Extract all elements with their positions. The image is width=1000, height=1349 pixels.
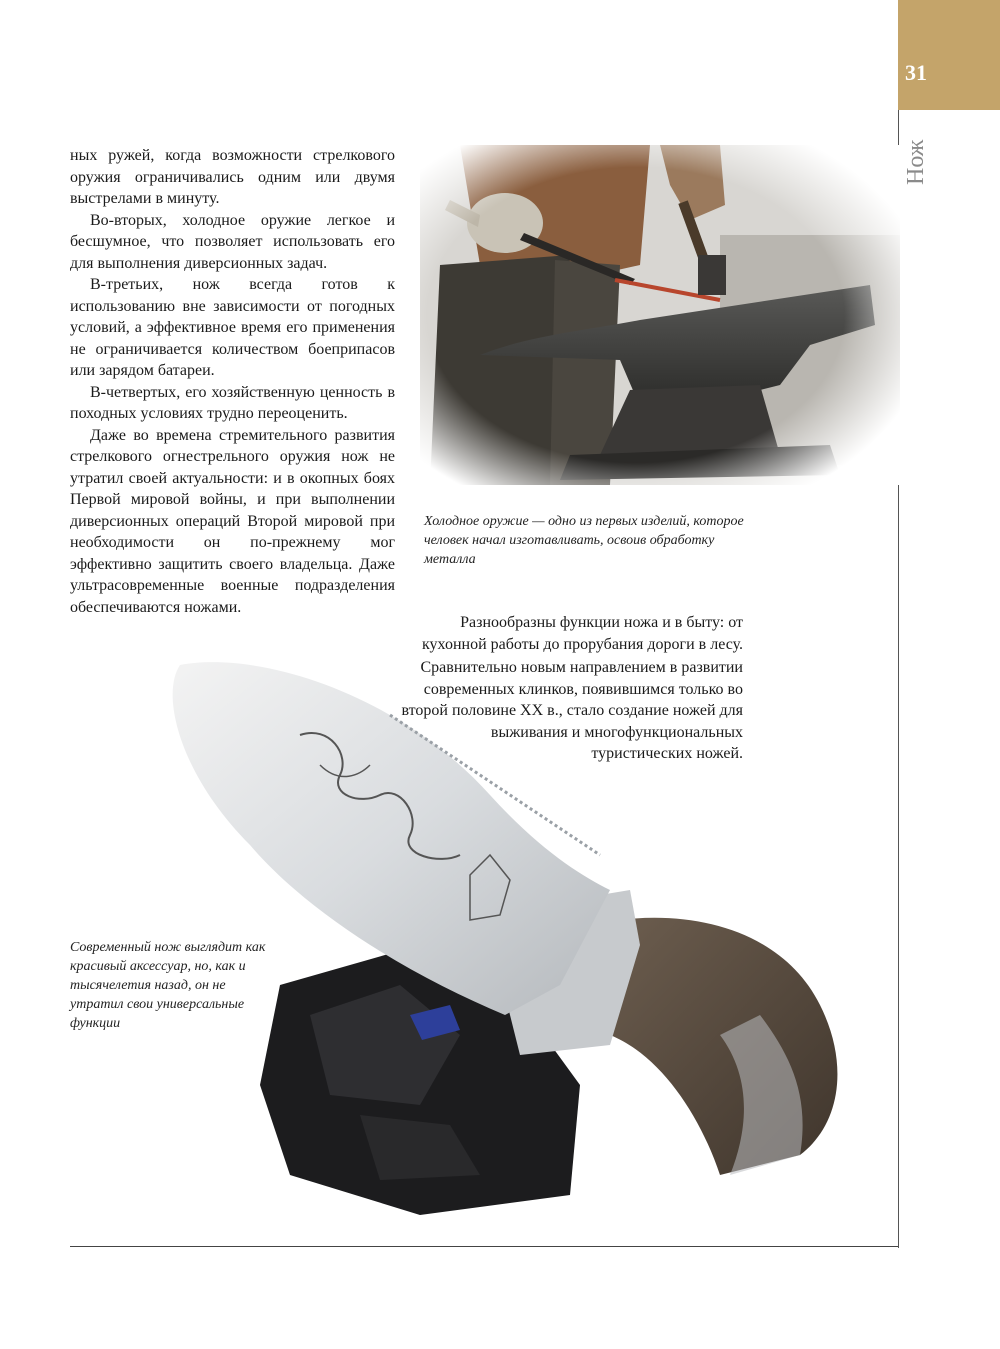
paragraph: Сравнительно новым направлением в развитии современных клинков, появившимся только во второй половине XX в., стало создание ножей для выживания и многофункциональных туристических ножей.: [401, 659, 743, 762]
paragraph: ных ружей, когда возможности стрелкового оружия ограничивались одним или двумя выстрелами в минуту.: [70, 147, 395, 207]
bottom-rule: [70, 1246, 898, 1247]
section-label: Нож: [903, 139, 929, 185]
paragraph: В-третьих, нож всегда готов к использованию вне зависимости от погодных условий, а эффективное время его применения не ограничивается количеством боеприпасов или зарядом батареи.: [70, 276, 395, 379]
knife-photo-caption: Современный нож выглядит как красивый аксессуар, но, как и тысячелетия назад, он не утратил свои универсальные функции: [70, 940, 266, 1031]
forge-photo-caption: Холодное оружие — одно из первых изделий, которое человек начал изготавливать, освоив обработку металла: [424, 514, 744, 567]
forge-anvil-photo: [420, 145, 900, 485]
paragraph: Разнообразны функции ножа и в быту: от кухонной работы до прорубания дороги в лесу.: [422, 614, 743, 653]
paragraph: В-четвертых, его хозяйственную ценность в походных условиях трудно переоценить.: [70, 383, 395, 422]
page-number: 31: [905, 60, 927, 85]
paragraph: Даже во времена стремительного развития стрелкового огнестрельного оружия нож не утратил своей актуальности: и в окопных боях Первой мировой войны, и при выполнении диверсионных операций Второй мировой при необходимости он по-прежнему мог эффективно защитить своего владельца. Даже ультрасовременные военные подразделения обеспечиваются ножами.: [70, 426, 395, 616]
paragraph: Во-вторых, холодное оружие легкое и бесшумное, что позволяет использовать его для выполнения диверсионных задач.: [70, 211, 395, 272]
page-number-tab: [898, 0, 1000, 110]
left-text-column: [70, 145, 395, 618]
